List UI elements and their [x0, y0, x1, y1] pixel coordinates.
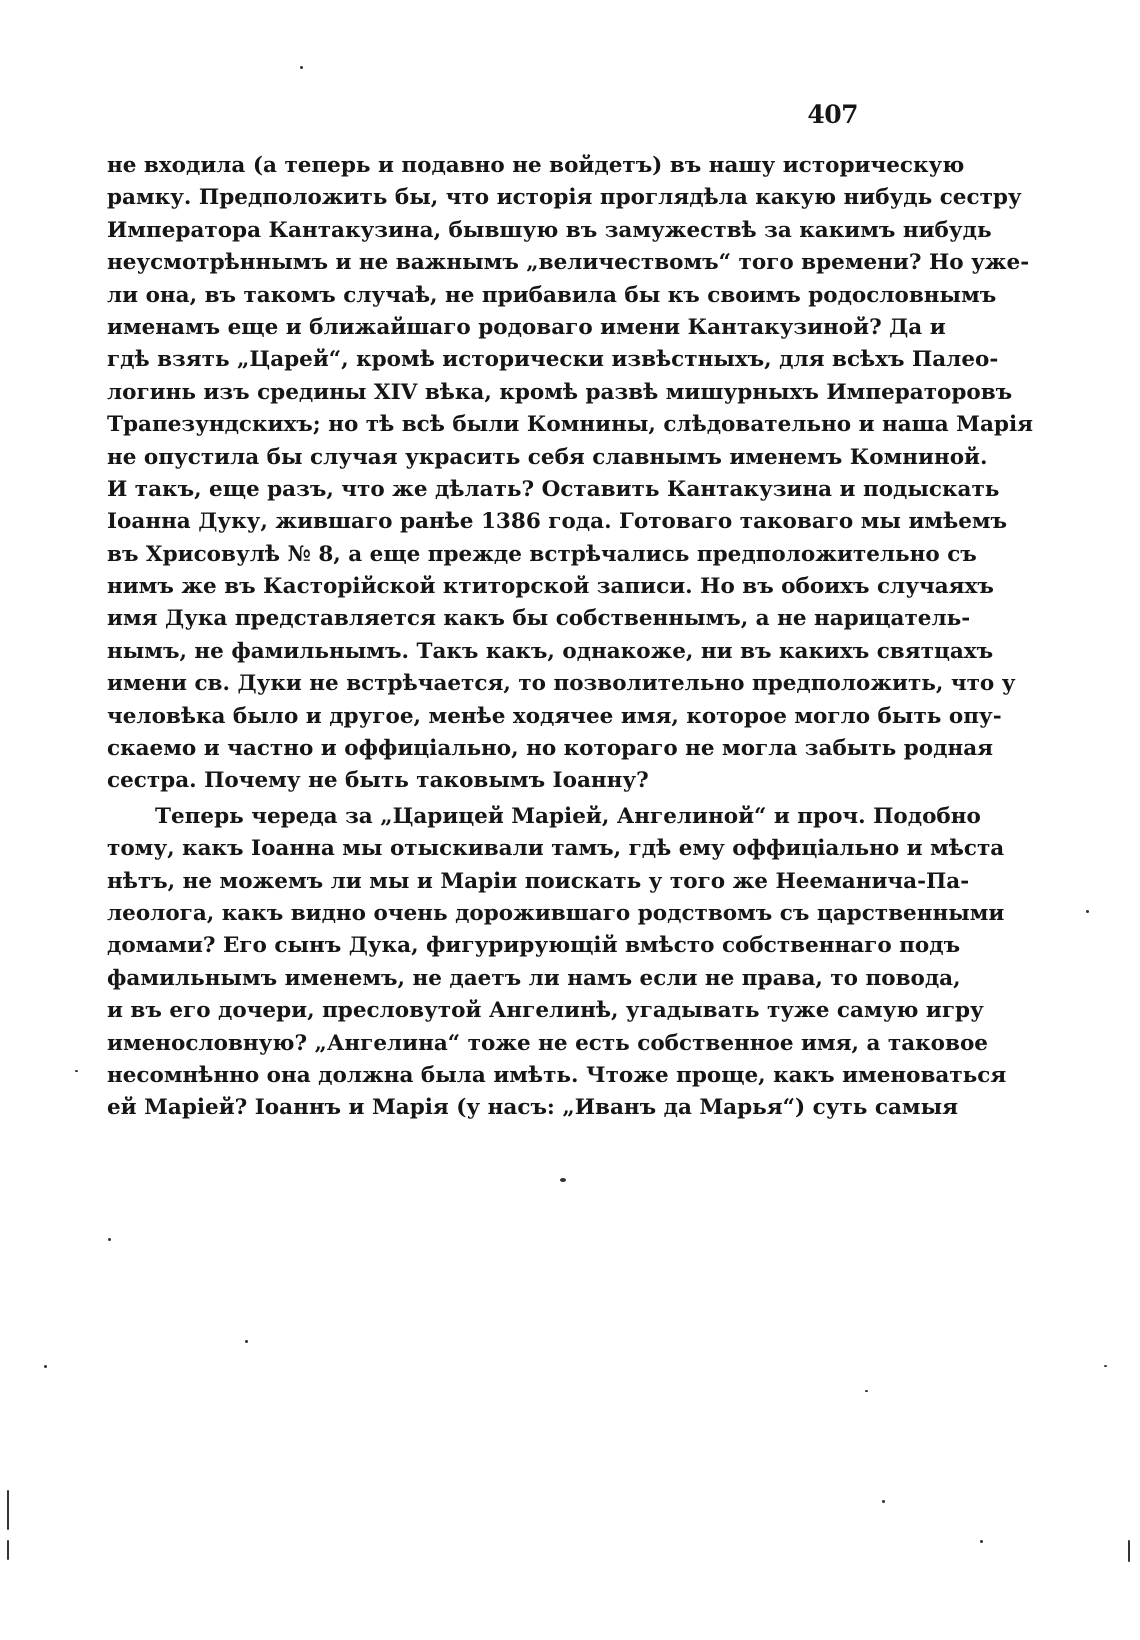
scan-speck — [1128, 1540, 1130, 1562]
text-line: сестра. Почему не быть таковымъ Іоанну? — [107, 768, 649, 794]
text-line: несомнѣнно она должна была имѣть. Чтоже проще, какъ именоваться — [107, 1062, 1007, 1088]
scan-speck — [1104, 1365, 1107, 1367]
text-line: ей Маріей? Іоаннъ и Марія (у насъ: „Иванъ да Марья“) суть самыя — [107, 1095, 959, 1121]
scan-speck — [1086, 910, 1089, 913]
text-line: домами? Его сынъ Дука, фигурирующій вмѣсто собственнаго подъ — [107, 933, 961, 959]
scan-speck — [7, 1490, 9, 1530]
text-line: нимъ же въ Касторійской ктиторской записи. Но въ обоихъ случаяхъ — [107, 574, 994, 600]
text-line: не входила (а теперь и подавно не войдетъ) въ нашу историческую — [107, 153, 965, 178]
scan-speck — [44, 1365, 47, 1368]
text-line: имени св. Дуки не встрѣчается, то позволительно предположить, что у — [107, 671, 1016, 697]
scan-speck — [865, 1390, 868, 1392]
scan-speck — [560, 1178, 566, 1182]
text-line: Императора Кантакузина, бывшую въ замужествѣ за какимъ нибудь — [107, 217, 992, 243]
text-line: скаемо и частно и оффиціально, но котораго не могла забыть родная — [107, 736, 994, 762]
text-line: Трапезундскихъ; но тѣ всѣ были Комнины, слѣдовательно и наша Марія — [107, 412, 1034, 438]
text-line: леолога, какъ видно очень дорожившаго родствомъ съ царственными — [107, 900, 1005, 926]
page-number: 407 — [807, 100, 858, 129]
text-line: фамильнымъ именемъ, не даетъ ли намъ если не права, то повода, — [107, 965, 961, 991]
text-line: нымъ, не фамильнымъ. Такъ какъ, однакоже, ни въ какихъ святцахъ — [107, 638, 994, 664]
scan-speck — [7, 1540, 9, 1560]
text-line: человѣка было и другое, менѣе ходячее имя, которое могло быть опу- — [107, 703, 1002, 729]
text-line: тому, какъ Іоанна мы отыскивали тамъ, гдѣ ему оффиціально и мѣста — [107, 836, 1005, 862]
body-text — [107, 150, 1034, 1125]
scan-speck — [980, 1540, 983, 1543]
text-line: гдѣ взять „Царей“, кромѣ исторически извѣстныхъ, для всѣхъ Палео- — [107, 347, 999, 373]
text-line: имя Дука представляется какъ бы собственнымъ, а не нарицатель- — [107, 606, 971, 632]
scan-speck — [882, 1500, 885, 1503]
text-line: въ Хрисовулѣ № 8, а еще прежде встрѣчались предположительно съ — [107, 541, 977, 567]
text-line: Теперь череда за „Царицей Маріей, Ангелиной“ и проч. Подобно — [155, 803, 981, 829]
scan-speck — [75, 1070, 78, 1072]
text-line: именамъ еще и ближайшаго родоваго имени Кантакузиной? Да и — [107, 314, 946, 340]
scan-speck — [300, 66, 303, 69]
text-line: Іоанна Дуку, жившаго ранѣе 1386 года. Готоваго таковаго мы имѣемъ — [107, 509, 1008, 535]
text-line: неусмотрѣннымъ и не важнымъ „величествомъ“ того времени? Но уже- — [107, 250, 1030, 276]
text-line: не опустила бы случая украсить себя славнымъ именемъ Комниной. — [107, 444, 988, 470]
text-line: нѣтъ, не можемъ ли мы и Маріи поискать у того же Неeманича-Па- — [107, 868, 970, 894]
scan-speck — [108, 1238, 111, 1241]
text-line: рамку. Предположить бы, что исторія проглядѣла какую нибудь сестру — [107, 185, 1022, 211]
text-line: ли она, въ такомъ случаѣ, не прибавила бы къ своимъ родословнымъ — [107, 282, 997, 308]
text-line: И такъ, еще разъ, что же дѣлать? Оставить Кантакузина и подыскать — [107, 476, 1000, 502]
scan-speck — [245, 1340, 248, 1343]
text-line: логинь изъ средины XIV вѣка, кромѣ развѣ мишурныхъ Императоровъ — [107, 379, 1013, 405]
text-line: и въ его дочери, пресловутой Ангелинѣ, угадывать туже самую игру — [107, 998, 984, 1024]
text-line: именословную? „Ангелина“ тоже не есть собственное имя, а таковое — [107, 1030, 988, 1056]
